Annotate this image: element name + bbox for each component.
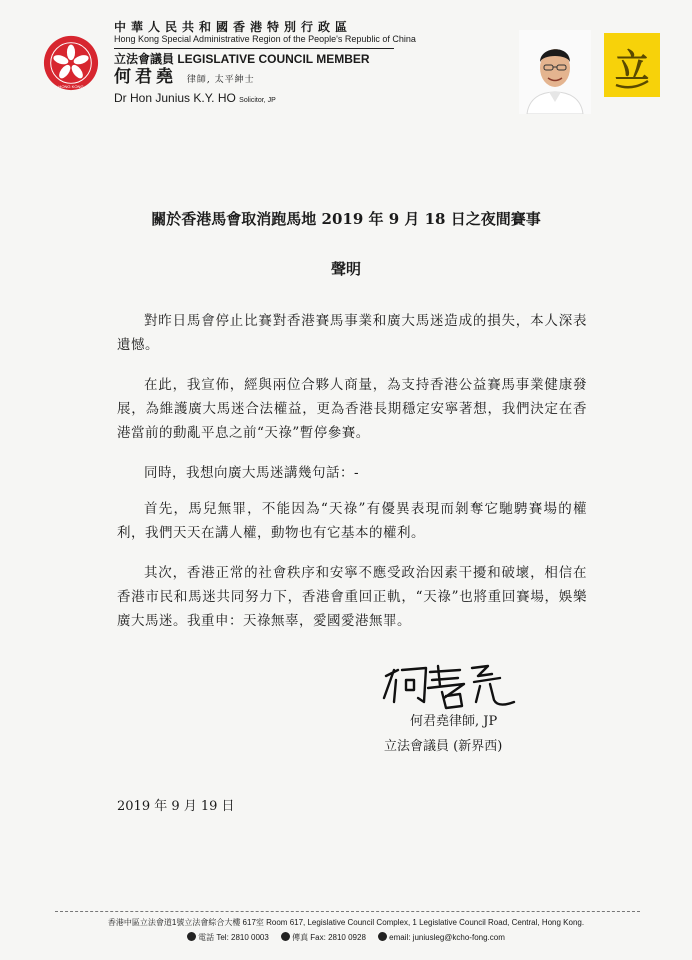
party-logo [604,33,660,97]
paragraph-5: 其次，香港正常的社會秩序和安寧不應受政治因素干擾和破壞，相信在香港市民和馬迷共同努力下，香港會重回正軌，“天祿”也將重回賽場，娛樂廣大馬迷。我重申：天祿無辜，愛國愛港無罪。 [117,565,587,629]
paragraph-1: 對昨日馬會停止比賽對香港賽馬事業和廣大馬迷造成的損失，本人深表遺憾。 [117,313,587,353]
government-name-en: Hong Kong Special Administrative Region of the People's Republic of China [114,34,416,44]
member-title: 立法會議員 LEGISLATIVE COUNCIL MEMBER [114,52,370,66]
footer-address: 香港中區立法會道1號立法會綜合大樓 617室 Room 617, Legislative Council Complex, 1 Legislative Council Road, Central, Hong Kong. [107,918,585,927]
emblem-caption: HONG KONG [58,84,84,90]
footer-divider [55,911,640,912]
letterhead-divider [114,48,394,49]
member-name-cn-suffix: 律師, 太平紳士 [186,75,255,85]
footer-phone-text: 電話 Tel: 2810 0003 [198,933,269,942]
party-logo-char: 立 [615,47,649,87]
email-icon [378,932,387,941]
footer-fax [281,933,366,942]
party-logo-icon [604,33,660,97]
paragraph-4: 首先，馬兒無罪，不能因為“天祿”有優異表現而剝奪它馳騁賽場的權利，我們天天在講人權，動物也有它基本的權利。 [117,501,587,541]
member-portrait [519,30,591,114]
member-name-cn-text: 何君堯 [114,67,177,87]
signatory-title: 立法會議員 (新界西) [384,739,503,754]
signatory-name: 何君堯律師, JP [410,714,498,729]
footer-phone [187,933,269,942]
footer-contact [0,932,692,943]
hksar-emblem-icon [42,34,100,92]
fax-icon [281,932,290,941]
paragraph-3: 同時，我想向廣大馬迷講幾句話：- [144,465,360,481]
statement-subtitle: 聲明 [330,260,361,278]
phone-icon [187,932,196,941]
footer-fax-text: 傳真 Fax: 2810 0928 [292,933,366,942]
letterhead [114,20,416,109]
member-name-en [114,90,404,109]
handwritten-signature [380,658,530,714]
paragraph-2: 在此，我宣佈，經與兩位合夥人商量，為支持香港公益賽馬事業健康發展，為維護廣大馬迷合法權益，更為香港長期穩定安寧著想，我們決定在香港當前的動亂平息之前“天祿”暫停參賽。 [117,377,587,441]
footer-email [378,933,505,942]
statement-date: 2019 年 9 月 19 日 [117,799,235,814]
statement-title: 關於香港馬會取消跑馬地 2019 年 9 月 18 日之夜間賽事 [151,210,541,228]
footer-email-text: email: juniusleg@kcho-fong.com [389,933,505,942]
member-name-en-text: Dr Hon Junius K.Y. HO [114,91,236,105]
government-name-cn: 中華人民共和國香港特別行政區 [114,20,353,34]
member-name-en-suffix: Solicitor, JP [239,97,276,104]
member-name-cn [114,67,404,90]
